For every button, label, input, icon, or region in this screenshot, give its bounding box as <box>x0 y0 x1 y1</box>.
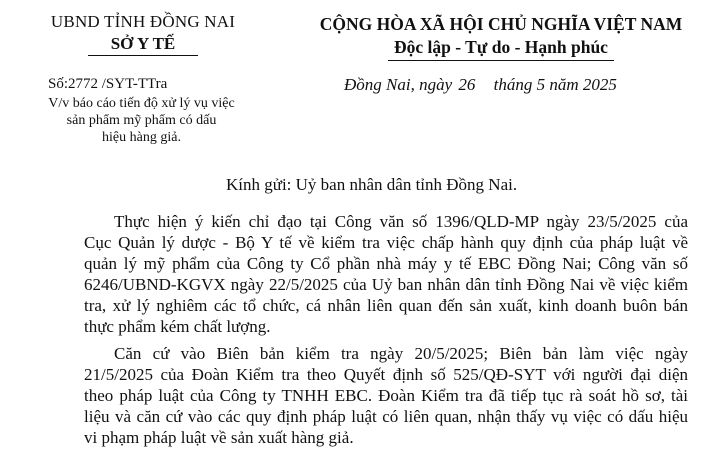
document-number: Số:2772 /SYT-TTra <box>48 76 168 92</box>
motto-underline <box>388 60 614 61</box>
body-line: vi phạm pháp luật về sản xuất hàng giả. <box>84 428 354 447</box>
body-line: quản lý mỹ phẩm của Công ty Cổ phần nhà máy y tế EBC Đồng Nai; Công văn số <box>84 254 688 273</box>
body-line: 6246/UBND-KGVX ngày 22/5/2025 của Uỷ ban nhân dân tỉnh Đồng Nai về việc kiểm <box>84 275 688 294</box>
dateline-day: 26 <box>458 75 476 94</box>
body-line: liệu và căn cứ vào các quy định pháp luật có liên quan, nhận thấy vụ việc có dấu hiệu <box>84 407 688 426</box>
issuing-agency: UBND TỈNH ĐỒNG NAI <box>50 12 236 31</box>
subject-line: hiệu hàng giả. <box>102 130 181 145</box>
body-line: Thực hiện ý kiến chỉ đạo tại Công văn số 1396/QLD-MP ngày 23/5/2025 của <box>114 212 688 231</box>
body-line: theo pháp luật của Công ty TNHH EBC. Đoàn Kiểm tra đã tiếp tục rà soát hồ sơ, tài <box>84 386 688 405</box>
dateline-prefix: Đồng Nai, ngày <box>344 75 453 94</box>
subject-line: V/v báo cáo tiến độ xử lý vụ việc <box>48 96 235 111</box>
body-line: tra, xử lý nghiêm các tổ chức, cá nhân liên quan đến sản xuất, kinh doanh buôn bán <box>84 296 688 315</box>
national-motto: Độc lập - Tự do - Hạnh phúc <box>394 37 608 57</box>
dateline-month: tháng 5 <box>493 75 546 94</box>
department-underline <box>88 55 198 56</box>
national-title: CỘNG HÒA XÃ HỘI CHỦ NGHĨA VIỆT NAM <box>319 14 683 34</box>
issuing-department: SỞ Y TẾ <box>110 34 176 53</box>
document-subject <box>14 95 269 146</box>
document-dateline <box>344 75 617 95</box>
dateline-year: năm 2025 <box>549 75 617 94</box>
addressee-line: Kính gửi: Uỷ ban nhân dân tỉnh Đồng Nai. <box>226 175 518 194</box>
body-line: Cục Quản lý dược - Bộ Y tế về kiểm tra việc chấp hành quy định của pháp luật về <box>84 233 688 252</box>
body-line: Căn cứ vào Biên bản kiểm tra ngày 20/5/2025; Biên bản làm việc ngày <box>114 344 688 363</box>
body-line: thực phẩm kém chất lượng. <box>84 317 271 336</box>
subject-line: sản phẩm mỹ phẩm có dấu <box>66 113 217 128</box>
body-line: 21/5/2025 của Đoàn Kiểm tra theo Quyết định số 525/QĐ-SYT với người đại diện <box>84 365 688 384</box>
